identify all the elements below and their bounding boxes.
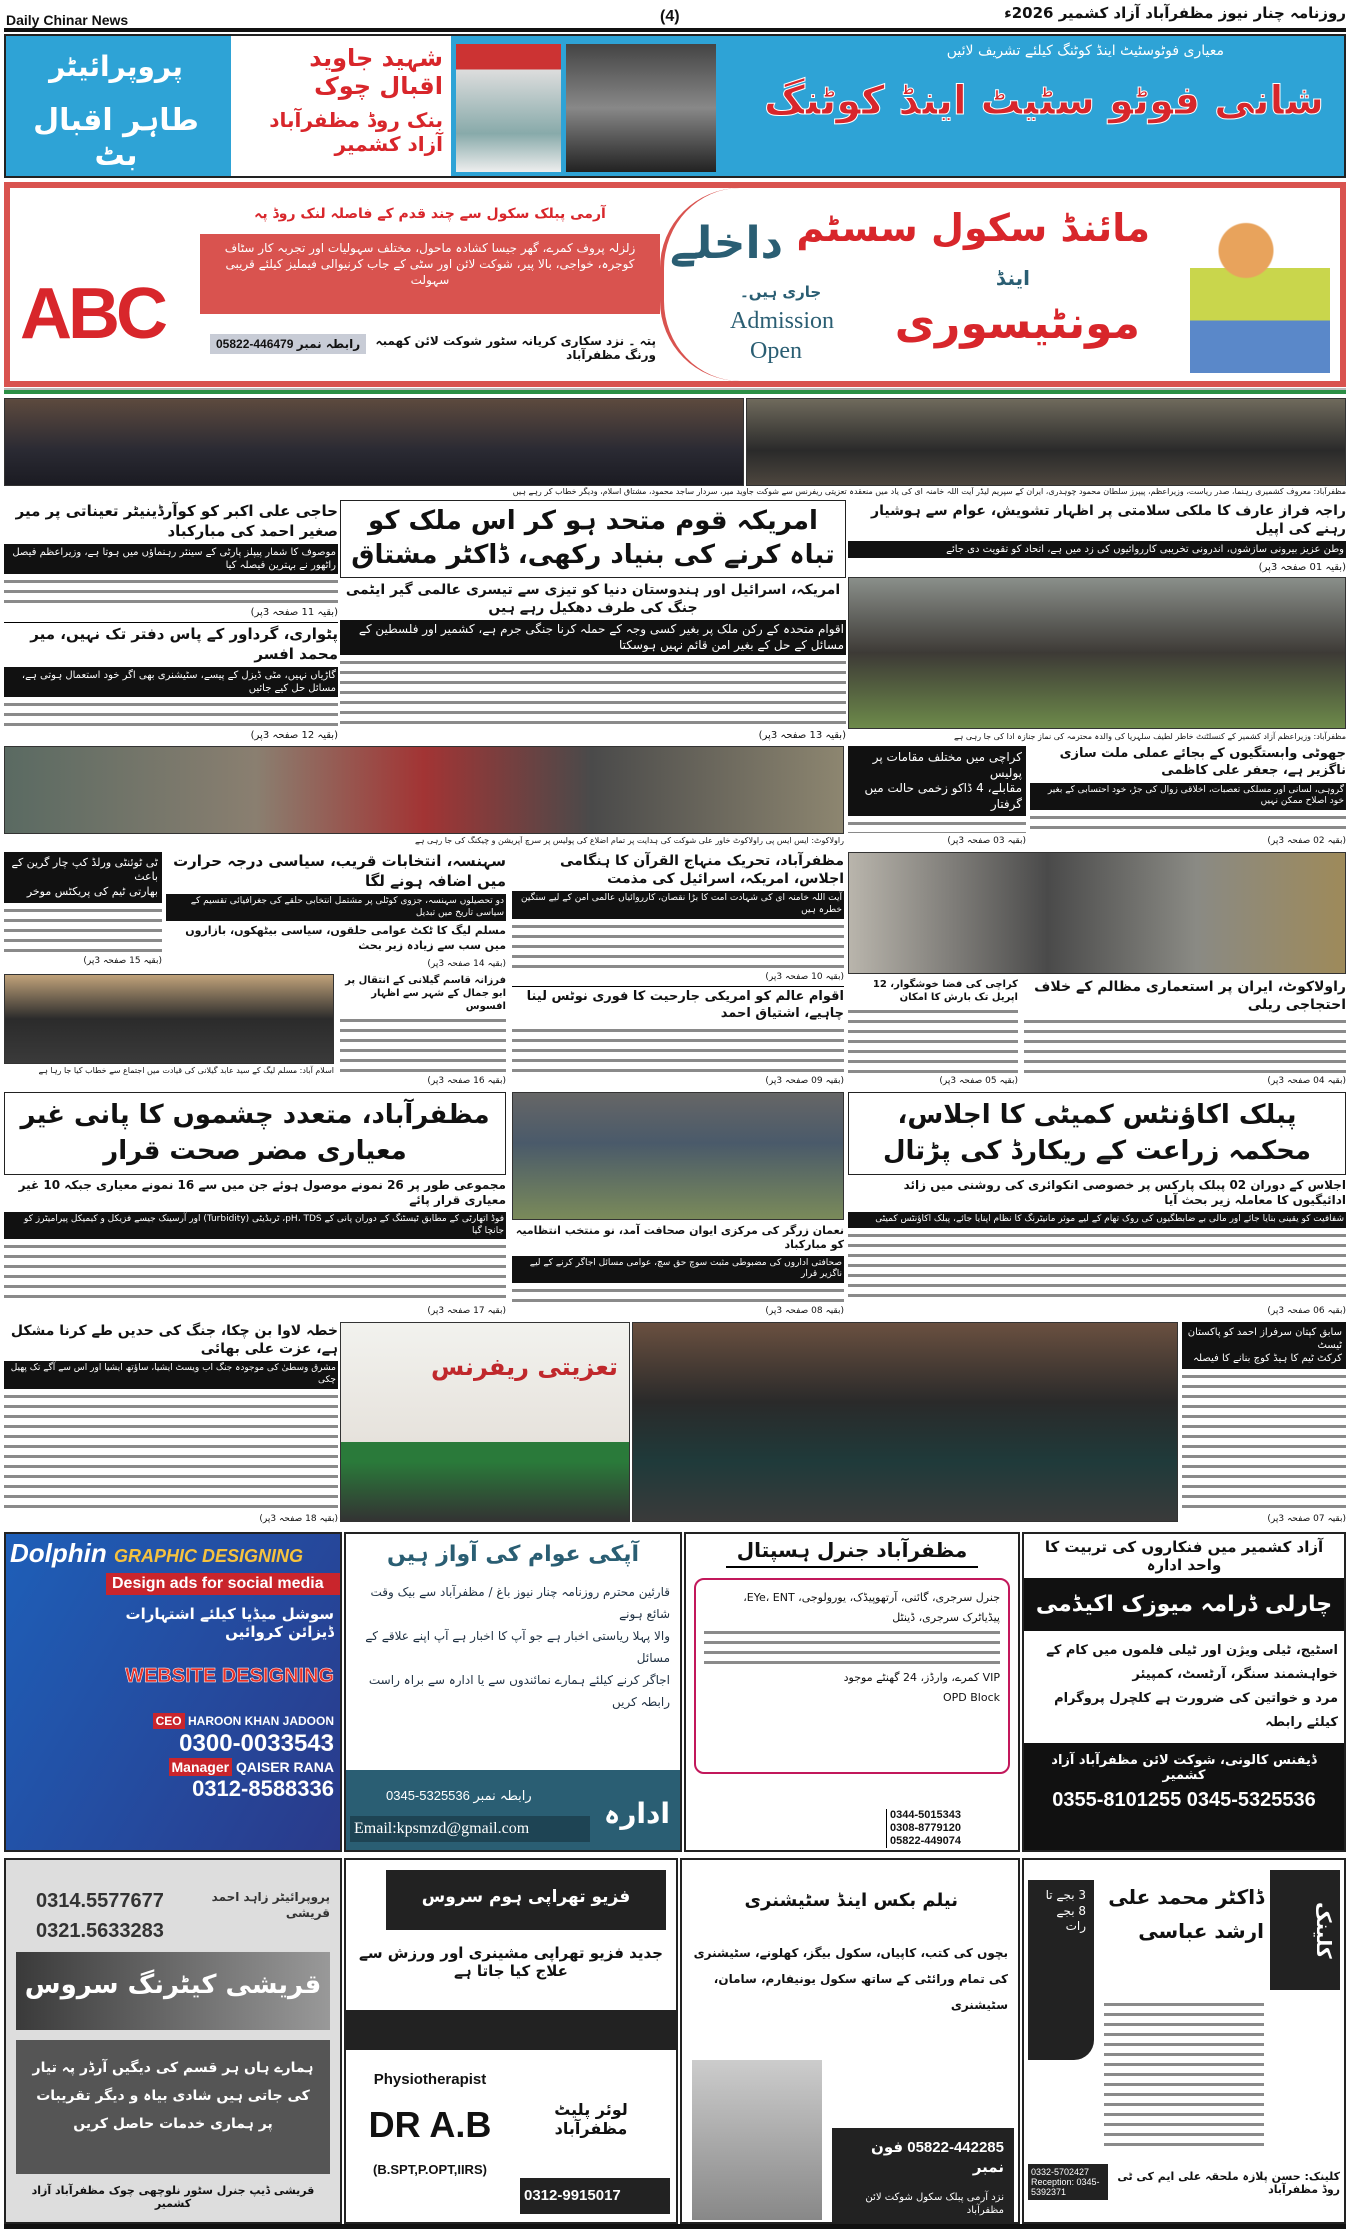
location: لوئر پلیٹ مظفرآباد	[554, 2100, 628, 2138]
deck: صحافتی اداروں کی مضبوطی مثبت سوچ حق سچ، عوامی مسائل اجاگر کرنے کے لیے ناگزیر قرار	[512, 1256, 844, 1283]
ad-catering	[4, 1858, 342, 2224]
open-text: Open	[750, 338, 802, 364]
subheadline: مسلم لیگ کا ٹکٹ عوامی حلقوں، سیاسی بیٹھکوں، بازاروں میں سب سے زیادہ زیر بحث	[185, 924, 506, 952]
ad-proprietor-name: طاہر اقبال بٹ	[33, 103, 199, 173]
divider	[4, 388, 1346, 394]
ad-body: اجاگر کرنے کیلئے ہمارے نمائندوں سے یا ادارہ سے براہ راست رابطہ کریں	[368, 1673, 670, 1709]
photo-reference-audience	[632, 1322, 1178, 1522]
ad-stationery	[680, 1858, 1020, 2224]
jump-link[interactable]: (بقیہ 16 صفحہ 3پر)	[427, 1076, 506, 1087]
admission-ongoing: جاری ہیں۔	[740, 283, 822, 301]
school-line: زلزلہ پروف کمرے، گھر جیسا کشادہ ماحول، مختلف سہولیات اور تجربہ کار سٹاف	[224, 241, 636, 255]
jump-link[interactable]: (بقیہ 12 صفحہ 3پر)	[250, 730, 338, 741]
headline: کراچی میں مختلف مقامات پر پولیس	[872, 750, 1022, 780]
jump-link[interactable]: (بقیہ 09 صفحہ 3پر)	[765, 1076, 844, 1087]
header-rule	[4, 28, 1346, 32]
phone: 0312-8588336	[192, 1776, 334, 1802]
phone: 0312-9915017	[520, 2178, 670, 2214]
ad-title: مظفرآباد جنرل ہسپتال	[726, 1534, 978, 1568]
ad-proprietor-label: پروپرائیٹر	[49, 50, 183, 83]
kids-illustration	[1190, 198, 1330, 373]
phone: 05822-449074	[890, 1835, 961, 1847]
school-address: پتہ ۔ نزد سکاری کریانہ سٹور شوکت لائن کھمبہ ورنگ مظفرآباد	[375, 334, 656, 362]
jump-link[interactable]: (بقیہ 10 صفحہ 3پر)	[765, 971, 844, 982]
doctor-name: DR A.B	[368, 2103, 492, 2145]
curve-divider	[660, 188, 740, 381]
school-and: اینڈ	[995, 266, 1030, 290]
address: ڈیفنس کالونی، شوکت لائن مظفرآباد آزاد کشمیر	[1051, 1753, 1317, 1783]
photo-funeral	[848, 577, 1346, 728]
phone: 0308-8779120	[890, 1822, 961, 1834]
headline-water: مظفرآباد، متعدد چشموں کا پانی غیر معیاری مضر صحت قرار	[4, 1092, 506, 1175]
headline: بھارتی ٹیم کی پریکٹس موخر	[26, 884, 158, 898]
school-line: آرمی پبلک سکول سے چند قدم کے فاصلہ لنک روڈ پہ	[254, 206, 606, 222]
ad-top: آزاد کشمیر میں فنکاروں کی تربیت کا واحد ادارہ	[1024, 1534, 1344, 1578]
ceo-name: HAROON KHAN JADOON	[187, 1714, 334, 1728]
headline: اقوام عالم کو امریکی جارحیت کا فوری نوٹس لینا چاہیے، اشتیاق احمد	[512, 986, 844, 1023]
photo-caption: راولاکوٹ: ایس ایس پی راولاکوٹ خاور علی شوکت کی ہدایت پر تمام اضلاع کی پولیس پر سرچ آپریشن و چیکنگ کی جا رہی ہے	[415, 836, 844, 845]
email[interactable]: Email:kpsmzd@gmail.com	[350, 1816, 590, 1842]
qualifications: (B.SPT,P.OPT,IIRS)	[373, 2162, 487, 2178]
deck: دو تحصیلوں سہنسہ، جزوی کوٹلی پر مشتمل انتخابی حلقے کی جغرافیائی تقسیم کے سیاسی تاریخ میں تبدیل	[166, 894, 506, 921]
phone: 0355-8101255	[1052, 1789, 1182, 1811]
headline: نعمان زرگر کی مرکزی ایوان صحافت آمد، نو منتخب انتظامیہ کو مبارکباد	[515, 1224, 844, 1252]
photo-caption: مظفرآباد: وزیراعظم آزاد کشمیر کے کنسلٹنٹ خاطر لطیف سلہریا کی والدہ محترمہ کی نماز جنازہ ادا کی جا رہی ہے	[953, 731, 1346, 741]
doctor-name: ڈاکٹر محمد علی ارشد عباسی	[1108, 1885, 1264, 1943]
jump-link[interactable]: (بقیہ 18 صفحہ 3پر)	[259, 1514, 338, 1525]
brand-title: GRAPHIC DESIGNING	[114, 1546, 304, 1566]
headline-pac: پبلک اکاؤنٹس کمیٹی کا اجلاس، محکمہ زراعت کے ریکارڈ کی پڑتال	[848, 1092, 1346, 1175]
proprietor: پروپرائیٹر زاہد احمد قریشی	[211, 1890, 330, 1920]
ad-address-line: بنک روڈ مظفرآباد آزاد کشمیر	[269, 108, 443, 156]
school-line: کوجرہ، خواجی، بالا پیر، شوکت لائن اور سٹی کے جاب کرنیوالی فیملیز کیلئے قریبی سہولت	[225, 257, 635, 287]
ad-physio	[344, 1858, 678, 2224]
jump-link[interactable]: (بقیہ 14 صفحہ 3پر)	[427, 958, 506, 969]
ad-title: فزیو تھراپی ہوم سروس	[386, 1870, 666, 1930]
headline: فرزانہ قاسم گیلانی کے انتقال پر ابو جمال کے شہر سے اظہار افسوس	[345, 975, 506, 1012]
footer-rule	[4, 2224, 1346, 2229]
ad-title: آپکی عوام کی آواز ہیں	[386, 1542, 640, 1567]
phone-label: فون نمبر	[871, 2138, 1004, 2176]
headline: راجہ فراز عارف کا ملکی سلامتی پر اظہار تشویش، عوام سے ہوشیار رہنے کی اپیل	[871, 503, 1346, 538]
timing: 3 بجے تا 8 بجے رات	[1028, 1880, 1094, 2060]
ad-body: ہمارے ہاں ہر قسم کی دیگیں آرڈر پہ تیار کی جاتی ہیں شادی بیاہ و دیگر تقریبات پر ہماری خدمات حاصل کریں	[16, 2040, 330, 2174]
phone: 0345-5325536	[1186, 1789, 1316, 1811]
role: Physiotherapist	[373, 2071, 487, 2088]
ad-clinic	[1022, 1858, 1346, 2224]
ad-body: اسٹیج، ٹیلی ویژن اور ٹیلی فلموں میں کام کے خواہشمند سنگر، آرٹسٹ، کمپیئر	[1046, 1643, 1338, 1682]
phone: 0321.5633283	[36, 1920, 164, 1942]
paper-name: Daily Chinar News	[6, 12, 129, 28]
photo-meeting-outdoor	[512, 1092, 844, 1220]
manager-label: Manager	[169, 1758, 233, 1776]
jump-link[interactable]: (بقیہ 04 صفحہ 3پر)	[1267, 1076, 1346, 1087]
masthead: روزنامہ چنار نیوز مظفرآباد آزاد کشمیر 2026ء	[1004, 4, 1346, 22]
business-name: قریشی کیٹرنگ سروس	[16, 1952, 330, 2030]
ad-body: مرد و خواتین کی ضرورت ہے کلچرل پروگرام کیلئے رابطہ	[1054, 1691, 1338, 1730]
jump-link[interactable]: (بقیہ 07 صفحہ 3پر)	[1267, 1514, 1346, 1525]
school-phone: 05822-446479	[216, 337, 294, 351]
jump-link[interactable]: (بقیہ 03 صفحہ 3پر)	[947, 836, 1026, 847]
address: نزد آرمی پبلک سکول شوکت لائن مظفرآباد	[865, 2192, 1004, 2216]
phone-label: رابطہ نمبر	[473, 1789, 532, 1804]
copier-image	[566, 44, 716, 172]
ad-hospital	[684, 1532, 1020, 1852]
ad-academy	[1022, 1532, 1346, 1852]
school-phone-label: رابطہ نمبر	[296, 337, 361, 351]
headline: ٹی ٹوئنٹی ورلڈ کپ چار گرین کے باعث	[11, 856, 158, 884]
school-name: مائنڈ سکول سسٹم	[796, 206, 1150, 250]
jump-link[interactable]: (بقیہ 08 صفحہ 3پر)	[765, 1306, 844, 1317]
ad-awaaz	[344, 1532, 682, 1852]
academy-name: چارلی ڈرامہ میوزک اکیڈمی	[1035, 1592, 1333, 1617]
abc-logo: ABC	[20, 274, 164, 354]
lead-headline: امریکہ قوم متحد ہو کر اس ملک کو تباہ کرنے کی بنیاد رکھی، ڈاکٹر مشتاق	[340, 500, 846, 578]
photo-caption: اسلام آباد: مسلم لیگ کے سید عابد گیلانی کی قیادت میں اجتماع سے خطاب کیا جا رہا ہے	[38, 1066, 334, 1075]
jump-link[interactable]: (بقیہ 17 صفحہ 3پر)	[427, 1306, 506, 1317]
ad-business-name: شانی فوٹو سٹیٹ اینڈ کوٹنگ	[763, 78, 1324, 124]
page-number: (4)	[660, 8, 680, 25]
ad-title: نیلم بکس اینڈ سٹیشنری	[744, 1890, 958, 1911]
urdu-tagline: سوشل میڈیا کیلئے اشتہارات ڈیزائن کروائیں	[125, 1605, 334, 1641]
deck: وطن عزیز بیرونی سازشوں، اندرونی تخریبی کارروائیوں کی زد میں ہے، اتحاد کو تقویت دی جائے	[848, 541, 1346, 558]
web-design: WEBSITE DESIGNING	[125, 1665, 334, 1687]
headline: مظفرآباد، تحریک منہاج القرآن کا ہنگامی اجلاس، امریکہ، اسرائیل کی مذمت	[560, 853, 844, 888]
headline: مقابلے، 4 ڈاکو زخمی حالت میں گرفتار	[864, 781, 1022, 811]
deck: گاڑیاں نہیں، مٹی ڈیزل کے پیسے، سٹیشنری بھی اگر خود استعمال ہوتی ہے، مسائل حل کیے جائیں	[4, 667, 338, 697]
jump-link[interactable]: (بقیہ 02 صفحہ 3پر)	[1267, 836, 1346, 847]
photo-reference-banner	[340, 1322, 630, 1522]
reception-phone: Reception: 0345-5392371	[1031, 2177, 1100, 2197]
phone: 0300-0033543	[179, 1730, 334, 1757]
deck: گروہی، لسانی اور مسلکی تعصبات، اخلاقی زوال کی جڑ، خود احتسابی کے بغیر خود اصلاح ممکن نہیں	[1030, 783, 1346, 810]
subdeck: فوڈ اتھارٹی کے مطابق ٹیسٹنگ کے دوران پانی کے pH، TDS، ٹربڈیٹی (Turbidity) اور آرسینک جیسے فزیکل و کیمیکل پیرامیٹرز کو جانچا گیا	[4, 1212, 506, 1239]
jump-link[interactable]: (بقیہ 13 صفحہ 3پر)	[758, 730, 846, 741]
subdeck: شفافیت کو یقینی بنایا جائے اور مالی بے ضابطگیوں کی روک تھام کے لیے موثر مانیٹرنگ کا نظام اپنایا جائے، پبلک اکاؤنٹس کمیٹی	[848, 1212, 1346, 1228]
lead-subdeck: اقوام متحدہ کے رکن ملک پر بغیر کسی وجہ کے حملہ کرنا جنگی جرم ہے، کشمیر اور فلسطین کے مسائل کے حل کے بغیر امن قائم نہیں ہوسکتا	[340, 620, 846, 655]
school-montessori: مونٹیسوری	[894, 298, 1140, 349]
photo-meeting-hall	[746, 398, 1346, 486]
ceo-label: CEO	[153, 1713, 185, 1729]
deck: اجلاس کے دوران 02 پبلک پارکس پر خصوصی انکوائری کی روشنی میں زائد ادائیگیوں کا معاملہ زیر بحث آیا	[903, 1177, 1346, 1208]
lead-deck: امریکہ، اسرائیل اور ہندوستان دنیا کو تیزی سے تیسری عالمی گیر ایٹمی جنگ کی طرف دھکیل رہے ہیں	[345, 581, 841, 616]
jump-link[interactable]: (بقیہ 01 صفحہ 3پر)	[1258, 562, 1346, 574]
ad-school	[4, 182, 1346, 387]
printer-image	[456, 44, 561, 172]
org-name: ادارہ	[603, 1797, 670, 1830]
headline: راولاکوٹ، ایران پر استعماری مظالم کے خلاف احتجاجی ریلی	[1034, 979, 1346, 1014]
address: کلینک: حسن پلازہ ملحقہ علی ایم کی ٹی روڈ مظفرآباد	[1117, 2170, 1340, 2196]
deck: موصوف کا شمار پیپلز پارٹی کے سینئر رہنماؤں میں ہوتا ہے، وزیراعظم فیصل راٹھور نے بہترین فیصلہ کیا	[4, 544, 338, 574]
deck: مشرق وسطیٰ کی موجودہ جنگ اب ویسٹ ایشیا، ساؤتھ ایشیا اور اس سے آگے تک پھیل چکی	[4, 1361, 338, 1388]
ad-body: جدید فزیو تھراپی مشینری اور ورزش سے علاج کیا جاتا ہے	[359, 1944, 663, 1980]
brand: Dolphin	[10, 1538, 107, 1568]
photo-caption: مظفرآباد: معروف کشمیری رہنما، صدر ریاست، وزیراعظم، پیپرز سلطان محمود چوہدری، ایران کے سپریم لیڈر آیت اللہ خامنہ ای کی یاد میں منعقدہ تعزیتی ریفرنس سے شوکت جاوید میر، سردار ساجد محمود، مشتاق اسلام، ودیگر خطاب کر رہے ہیں	[512, 487, 1346, 496]
headline: سابق کپتان سرفراز احمد کو پاکستان ٹیسٹ	[1187, 1327, 1342, 1351]
deck: مجموعی طور پر 26 نمونے موصول ہوئے جن میں سے 16 نمونے معیاری جبکہ 10 غیر معیاری قرار پائے	[18, 1177, 506, 1208]
photo-officials	[848, 852, 1346, 974]
clinic-title: کلینک	[1270, 1870, 1340, 1990]
photo-police-checking	[4, 746, 844, 834]
banner-text: تعزیتی ریفرنس	[431, 1353, 618, 1381]
phone: 0332-5702427	[1031, 2167, 1090, 2177]
opd-block: OPD Block	[942, 1691, 1000, 1704]
photo-reference-panel	[4, 398, 744, 486]
ad-dolphin	[4, 1532, 342, 1852]
tagline: Design ads for social media	[106, 1573, 340, 1595]
ad-address-line: شہید جاوید اقبال چوک	[309, 44, 443, 100]
stationery-image	[692, 2060, 822, 2220]
ad-body: والا پہلا ریاستی اخبار ہے جو آپ کا اخبار ہے آپ اپنے علاقے کے مسائل	[365, 1629, 670, 1665]
jump-link[interactable]: (بقیہ 15 صفحہ 3پر)	[83, 956, 162, 967]
phone: 0345-5325536	[386, 1788, 470, 1803]
phone: 05822-442285	[907, 2139, 1004, 2156]
services: جنرل سرجری، گائنی، آرتھوپیڈک، یورولوجی، EYe، ENT، پیڈیاٹرک سرجری، ڈینٹل	[743, 1591, 1000, 1624]
headline: سہنسہ، انتخابات قریب، سیاسی درجہ حرارت میں اضافہ ہونے لگا	[173, 852, 506, 890]
headline: کراچی کی فضا خوشگوار، 12 اپریل تک بارش کا امکان	[872, 979, 1018, 1003]
phone: 0344-5015343	[890, 1809, 961, 1821]
admission-text: Admission	[730, 308, 835, 334]
admission-urdu: داخلے	[670, 218, 784, 269]
ad-tagline: معیاری فوٹوسٹیٹ اینڈ کوٹنگ کیلئے تشریف لائیں	[946, 43, 1224, 59]
ad-body: قارئین محترم روزنامہ چنار نیوز باغ / مظفرآباد سے بیک وقت شائع ہونے	[370, 1585, 670, 1621]
phone: 0314.5577677	[36, 1890, 164, 1912]
headline: خطہ لاوا بن چکا، جنگ کی حدیں طے کرنا مشکل ہے، عزت علی بھائی	[10, 1323, 338, 1358]
ad-body: بچوں کی کتب، کاپیاں، سکول بیگز، کھلونے، سٹیشنری کی تمام ورائٹی کے ساتھ سکول یونیفارم، سامان، سٹیشنری	[693, 1946, 1008, 2012]
jump-link[interactable]: (بقیہ 05 صفحہ 3پر)	[939, 1076, 1018, 1087]
deck: آیت اللہ خامنہ ای کی شہادت امت کا بڑا نقصان، کارروائیاں عالمی امن کے لیے سنگین خطرہ ہیں	[512, 891, 844, 918]
manager-name: QAISER RANA	[235, 1759, 334, 1776]
headline: پٹواری، گرداور کے پاس دفتر تک نہیں، میر محمد افسر	[4, 622, 338, 664]
address: قریشی ڈیپ جنرل سٹور نلوچھی چوک مظفرآباد آزاد کشمیر	[31, 2184, 315, 2210]
headline: حاجی علی اکبر کو کوآرڈینیٹر تعیناتی پر میر صغیر احمد کی مبارکباد	[15, 502, 338, 540]
vip-rooms: VIP کمرے، وارڈز، 24 گھنٹے موجود	[843, 1671, 1000, 1684]
headline: کرکٹ ٹیم کا ہیڈ کوچ بنانے کا فیصلہ	[1193, 1353, 1342, 1364]
ad-photostat	[4, 34, 1346, 178]
jump-link[interactable]: (بقیہ 11 صفحہ 3پر)	[250, 607, 338, 618]
headline: جھوٹی وابستگیوں کے بجائے عملی ملت سازی ناگزیر ہے، جعفر علی کاظمی	[1059, 746, 1346, 778]
jump-link[interactable]: (بقیہ 06 صفحہ 3پر)	[1267, 1306, 1346, 1317]
photo-gathering	[4, 974, 334, 1064]
